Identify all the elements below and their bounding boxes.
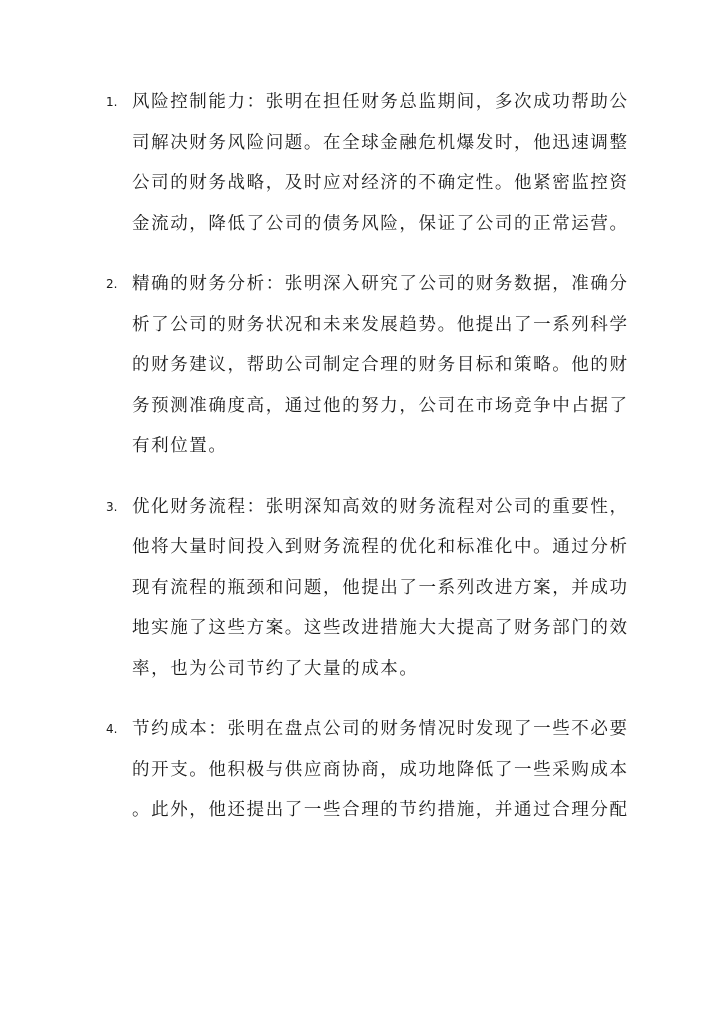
text-line: 金流动，降低了公司的债务风险，保证了公司的正常运营。 — [132, 213, 629, 234]
text-line: 节约成本：张明在盘点公司的财务情况时发现了一些不必要 — [132, 719, 629, 739]
list-item-1 — [0, 82, 720, 244]
text-line: 优化财务流程：张明深知高效的财务流程对公司的重要性， — [132, 496, 629, 517]
text-line: 率，也为公司节约了大量的成本。 — [132, 658, 419, 679]
text-line: 风险控制能力：张明在担任财务总监期间，多次成功帮助公 — [132, 92, 629, 112]
text-line: 的财务建议，帮助公司制定合理的财务目标和策略。他的财 — [132, 355, 629, 375]
paragraph-text — [132, 82, 632, 244]
list-number: 3. — [106, 499, 118, 514]
paragraph-text — [132, 487, 632, 690]
text-line: 地实施了这些方案。这些改进措施大大提高了财务部门的效 — [132, 618, 629, 638]
text-line: 司解决财务风险问题。在全球金融危机爆发时，他迅速调整 — [132, 132, 629, 153]
list-number: 4. — [106, 722, 118, 736]
text-line: 他将大量时间投入到财务流程的优化和标准化中。通过分析 — [132, 537, 629, 557]
text-line: 的开支。他积极与供应商协商，成功地降低了一些采购成本 — [132, 759, 629, 780]
list-item-4 — [0, 709, 720, 831]
text-line: 析了公司的财务状况和未来发展趋势。他提出了一系列科学 — [132, 314, 629, 335]
list-item-3 — [0, 487, 720, 690]
list-item-2 — [0, 264, 720, 467]
text-line: 有利位置。 — [132, 436, 228, 456]
text-line: 精确的财务分析：张明深入研究了公司的财务数据，准确分 — [132, 274, 629, 294]
list-number: 2. — [106, 277, 118, 291]
text-line: 。此外，他还提出了一些合理的节约措施，并通过合理分配 — [132, 800, 629, 820]
numbered-list — [0, 82, 720, 851]
text-line: 公司的财务战略，及时应对经济的不确定性。他紧密监控资 — [132, 173, 629, 193]
paragraph-text — [132, 709, 632, 831]
text-line: 现有流程的瓶颈和问题，他提出了一系列改进方案，并成功 — [132, 577, 629, 598]
list-number: 1. — [106, 95, 118, 109]
paragraph-text — [132, 264, 632, 467]
text-line: 务预测准确度高，通过他的努力，公司在市场竞争中占据了 — [132, 395, 629, 416]
